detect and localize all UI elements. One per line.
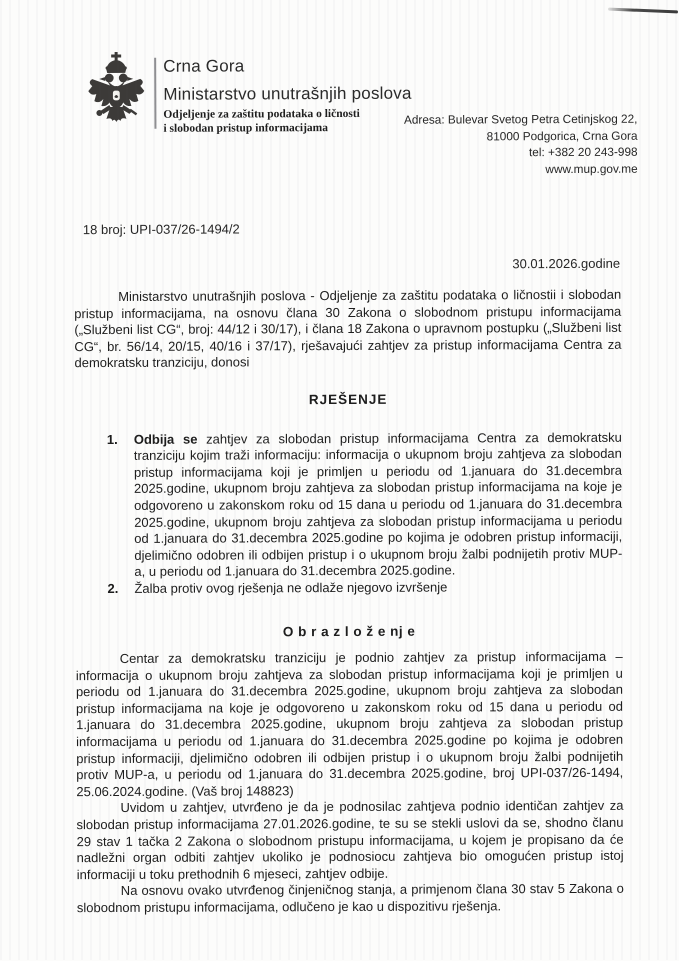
decision-items-list	[107, 429, 623, 597]
explanation-paragraph-3: Na osnovu ovako utvrđenog činjeničnog stanja, a primjenom člana 30 stav 5 Zakona o slobodnom pristupu informacijama, odlučeno je kao u dispozitivu rješenja.	[76, 881, 624, 916]
address-website: www.mup.gov.me	[545, 161, 638, 176]
decision-item-2	[107, 579, 622, 598]
address-phone: tel: +382 20 243-998	[528, 144, 638, 160]
item-bold-lead: Odbija se	[133, 431, 198, 447]
explanation-paragraphs	[76, 649, 624, 917]
item-text	[134, 429, 623, 580]
decision-title: RJEŠENJE	[308, 391, 388, 408]
item-number: 2.	[107, 580, 119, 596]
item-number: 1.	[106, 431, 118, 447]
letterhead-address-block	[404, 111, 638, 178]
intro-paragraph: Ministarstvo unutrašnjih poslova - Odjeljenje za zaštitu podataka o ličnostii i slobodan pristup informacijama, na osnovu člana 30 Zakona o slobodnom pristupu informacijama („Službeni list CG“, broj: 44/12 i 30/17), i člana 18 Zakona o upravnom postupku („Službeni list CG“, br. 56/14, 20/15, 40/16 i 37/17), rješavajući zahtjev za pristup informacijama Centra za demokratsku tranziciju, donosi	[74, 286, 622, 371]
ministry-name: Ministarstvo unutrašnjih poslova	[163, 83, 412, 104]
case-reference-number: 18 broj: UPI-037/26-1494/2	[82, 221, 240, 238]
document-body	[74, 287, 624, 917]
address-city: 81000 Podgorica, Crna Gora	[486, 128, 638, 143]
item-text: Žalba protiv ovog rješenja ne odlaže njegovo izvršenje	[134, 579, 448, 596]
country-name: Crna Gora	[163, 56, 245, 76]
explanation-title: O b r a z l o ž e nj e	[282, 623, 416, 639]
montenegro-coat-of-arms-icon	[84, 51, 148, 131]
item-body-text: zahtjev za slobodan pristup informacijama Centra za demokratsku tranziciju kojim traži informaciju: informacija o ukupnom broju zahtjeva za slobodan pristup informacijama koji je primljen u periodu od 1.januara do 31.decembra 2025.godine, ukupnom broju zahtjeva za slobodan pristup informacijama na koje je odgovoreno u zakonskom roku od 15 dana u periodu od 1.januara do 31.decembra 2025.godine, ukupnom broju zahtjeva za slobodan pristup informacijama u periodu od 1.januara do 31.decembra 2025.godine po kojima je odobren pristup informaciji, djelimično odobren ili odbijen pristup i o ukupnom broju žalbi podnijetih protiv MUP-a, u periodu od 1.januara do 31.decembra 2025.godine.	[133, 429, 623, 580]
decision-item-1	[107, 429, 623, 581]
letterhead-organization	[163, 56, 412, 136]
explanation-paragraph-1: Centar za demokratsku tranziciju je podnio zahtjev za pristup informacijama – informacija o ukupnom broju zahtjeva za slobodan pristup informacijama koji je primljen u periodu od 1.januara do 31.decembra 2025.godine, ukupnom broju zahtjeva za slobodan pristup informacijama na koje je odgovoreno u zakonskom roku od 15 dana u periodu od 1.januara do 31.decembra 2025.godine, ukupnom broju zahtjeva za slobodan pristup informacijama u periodu od 1.januara do 31.decembra 2025.godine po kojima je odobren pristup informaciji, djelimično odobren ili odbijen pristup i o ukupnom broju žalbi podnijetih protiv MUP-a, u periodu od 1.januara do 31.decembra 2025.godine, broj UPI-037/26-1494, 25.06.2024.godine. (Vaš broj 148823)	[75, 648, 624, 799]
department-name-line1: Odjeljenje za zaštitu podataka o ličnosti	[163, 107, 360, 121]
department-name-line2: i slobodan pristup informacijama	[163, 122, 329, 135]
letterhead-divider	[154, 58, 156, 129]
address-street: Adresa: Bulevar Svetog Petra Cetinjskog 22,	[403, 111, 638, 127]
document-date: 30.01.2026.godine	[512, 255, 621, 272]
explanation-paragraph-2: Uvidom u zahtjev, utvrđeno je da je podnosilac zahtjeva podnio identičan zahtjev za slobodan pristup informacijama 27.01.2026.godine, te su se stekli uslovi da se, shodno članu 29 stav 1 tačka 2 Zakona o slobodnom pristupu informacijama, u kojem je propisano da će nadležni organ odbiti zahtjev ukoliko je podnosiocu zahtjeva bio omogućen pristup istoj informaciji u toku prethodnih 6 mjeseci, zahtjev odbije.	[76, 798, 624, 882]
